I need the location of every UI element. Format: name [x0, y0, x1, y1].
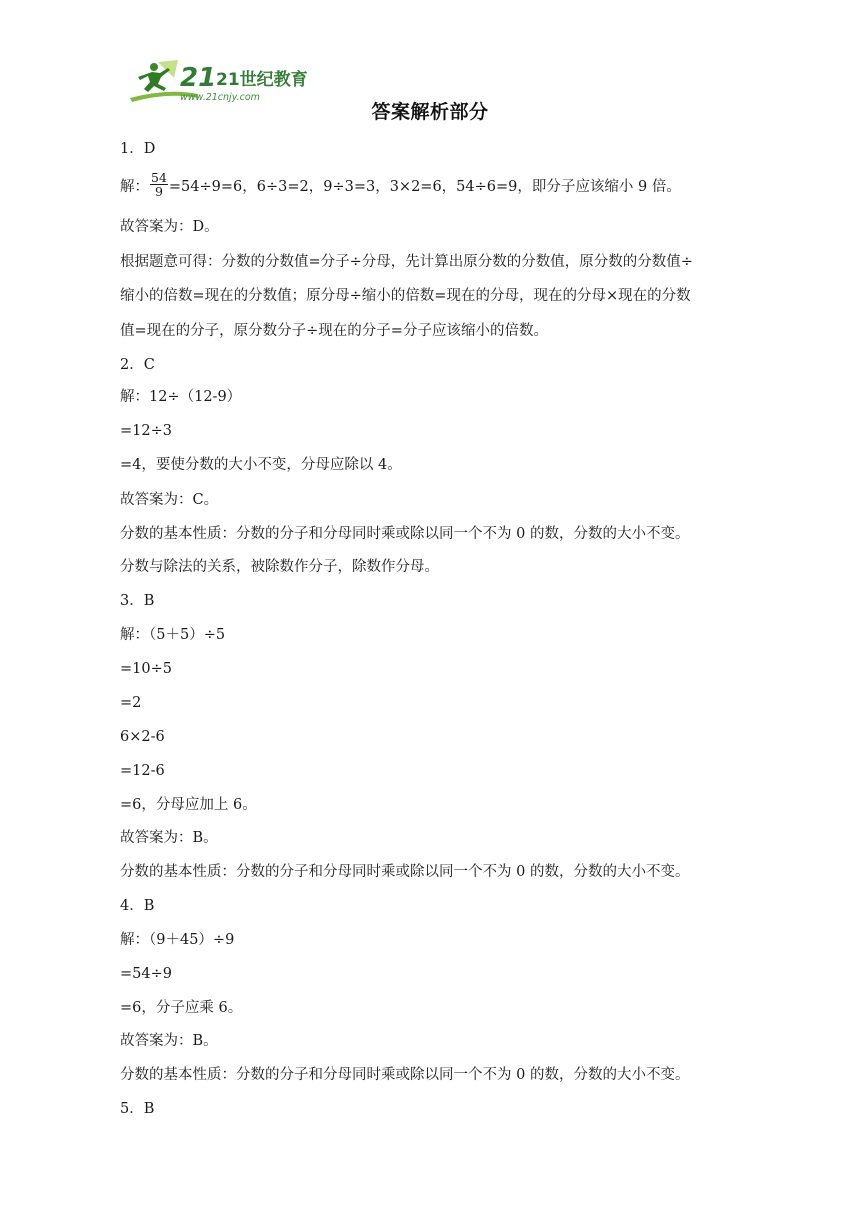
- answer-line: 缩小的倍数=现在的分数值；原分母÷缩小的倍数=现在的分母，现在的分母×现在的分数: [120, 288, 691, 304]
- answer-line: 2．C: [120, 357, 155, 373]
- answer-line: 1．D: [120, 141, 156, 157]
- answer-line: 分数的基本性质：分数的分子和分母同时乘或除以同一个不为 0 的数，分数的大小不变。: [120, 526, 690, 542]
- answer-prefix: 解：: [120, 179, 149, 195]
- answer-line: 值=现在的分子，原分数分子÷现在的分子=分子应该缩小的倍数。: [120, 323, 548, 339]
- answer-line: [120, 169, 681, 199]
- answer-line: =4，要使分数的大小不变，分母应除以 4。: [120, 457, 402, 473]
- answer-line: =12-6: [120, 763, 165, 779]
- answer-line: =2: [120, 695, 142, 711]
- answer-line: 故答案为：C。: [120, 492, 219, 508]
- fraction-numerator: 54: [151, 169, 167, 185]
- page-title: 答案解析部分: [371, 101, 489, 123]
- fraction: [150, 171, 168, 198]
- answer-line: =6，分子应乘 6。: [120, 1000, 243, 1016]
- answer-line: 3．B: [120, 593, 155, 609]
- answer-text: =54÷9=6，6÷3=2，9÷3=3，3×2=6，54÷6=9，即分子应该缩小 9 倍。: [168, 179, 681, 195]
- answer-line: =12÷3: [120, 423, 172, 439]
- answer-line: 分数的基本性质：分数的分子和分母同时乘或除以同一个不为 0 的数，分数的大小不变。: [120, 1067, 690, 1083]
- answer-line: =10÷5: [120, 661, 172, 677]
- logo-url-text: www.21cnjy.com: [180, 92, 260, 103]
- answer-line: =54÷9: [120, 966, 172, 982]
- logo-text: 21世纪教育: [216, 70, 308, 90]
- answer-line: 4．B: [120, 898, 155, 914]
- answer-line: 故答案为：B。: [120, 830, 218, 846]
- answer-line: 故答案为：D。: [120, 219, 219, 235]
- fraction-denominator: 9: [154, 183, 163, 199]
- answer-line: =6，分母应加上 6。: [120, 797, 257, 813]
- logo-number: 21: [180, 63, 217, 93]
- answer-line: 分数的基本性质：分数的分子和分母同时乘或除以同一个不为 0 的数，分数的大小不变。: [120, 864, 690, 880]
- answer-line: 解：（9＋45）÷9: [120, 932, 235, 948]
- answer-line: 5．B: [120, 1101, 155, 1117]
- answer-line: 解：（5＋5）÷5: [120, 627, 226, 643]
- answer-line: 解：12÷（12-9）: [120, 389, 242, 405]
- answer-line: 根据题意可得：分数的分数值=分子÷分母，先计算出原分数的分数值，原分数的分数值÷: [120, 254, 693, 270]
- answer-line: 6×2-6: [120, 729, 165, 745]
- answer-line: 故答案为：B。: [120, 1033, 218, 1049]
- answer-line: 分数与除法的关系，被除数作分子，除数作分母。: [120, 559, 439, 575]
